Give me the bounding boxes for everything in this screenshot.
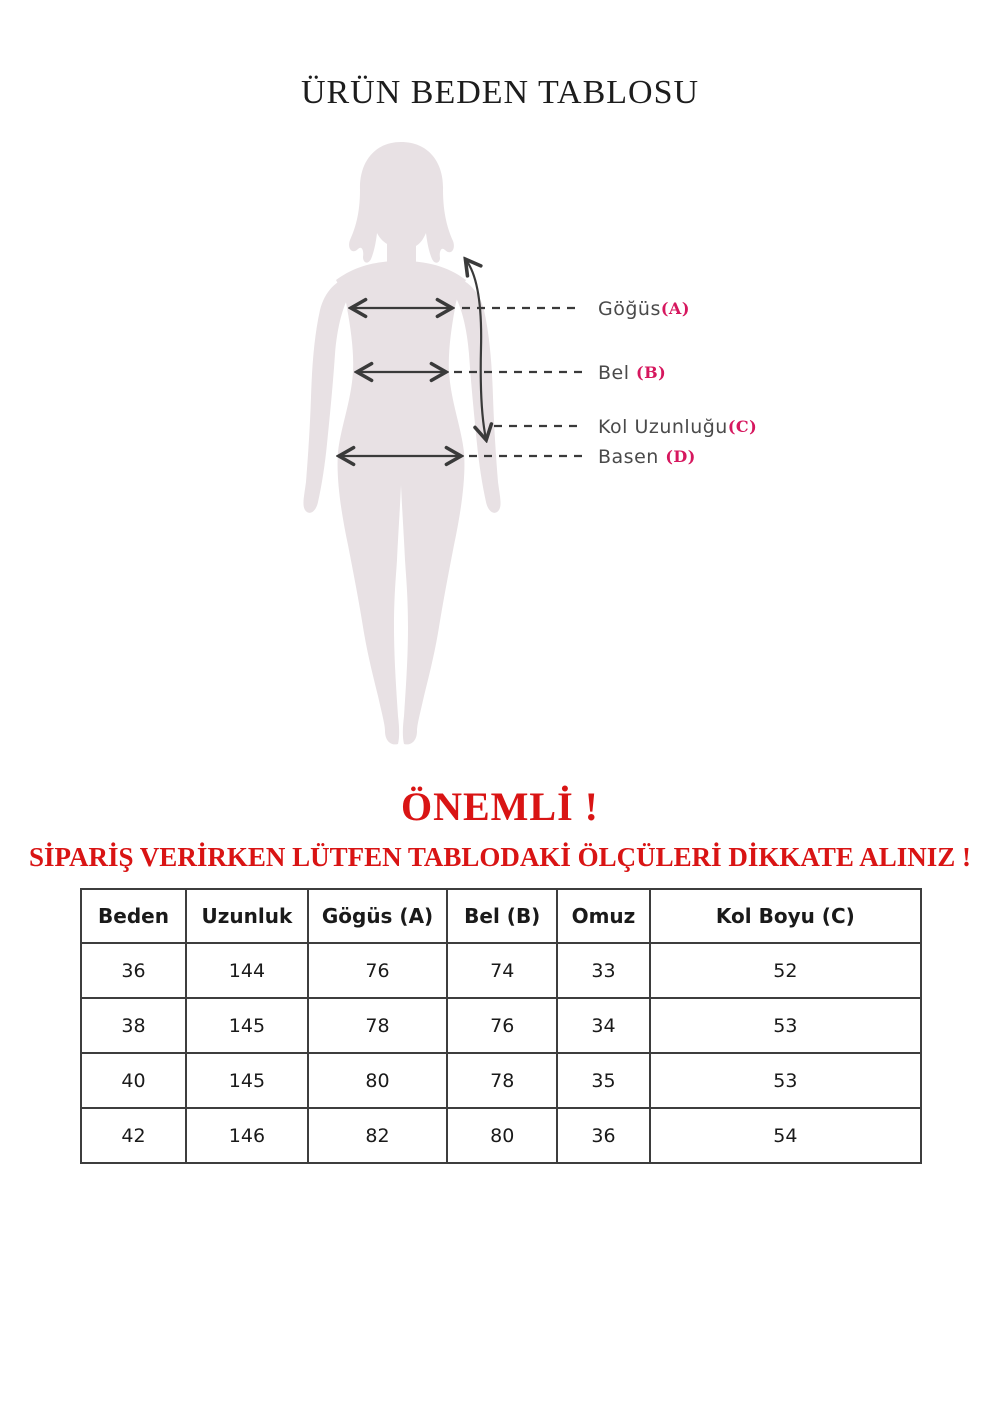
order-warning-text: SİPARİŞ VERİRKEN LÜTFEN TABLODAKİ ÖLÇÜLERİ DİKKATE ALINIZ ! [29,842,971,872]
cell-gogus: 76 [308,943,447,998]
cell-gogus: 82 [308,1108,447,1163]
important-heading: ÖNEMLİ ! [401,784,599,829]
table-row [81,998,921,1053]
cell-bel: 74 [447,943,557,998]
cell-kol-boyu: 53 [650,1053,921,1108]
label-hip-name: Basen [598,446,666,468]
label-waist [598,362,666,384]
header-uzunluk: Uzunluk [186,889,308,943]
label-sleeve [598,416,757,438]
header-bel: Bel (B) [447,889,557,943]
table-row [81,1053,921,1108]
size-table-header-row [81,889,921,943]
silhouette-torso-legs [336,261,466,744]
cell-uzunluk: 145 [186,1053,308,1108]
header-kol-boyu: Kol Boyu (C) [650,889,921,943]
measurement-diagram [0,130,1000,780]
cell-omuz: 34 [557,998,649,1053]
header-beden: Beden [81,889,186,943]
cell-uzunluk: 146 [186,1108,308,1163]
label-chest [598,298,690,320]
measurement-labels [598,298,757,468]
cell-uzunluk: 145 [186,998,308,1053]
cell-gogus: 80 [308,1053,447,1108]
cell-omuz: 36 [557,1108,649,1163]
page-title: ÜRÜN BEDEN TABLOSU [300,74,700,111]
cell-beden: 40 [81,1053,186,1108]
label-chest-name: Göğüs [598,298,661,320]
label-sleeve-name: Kol Uzunluğu [598,416,728,438]
header-omuz: Omuz [557,889,649,943]
cell-beden: 42 [81,1108,186,1163]
body-silhouette [303,142,500,744]
cell-kol-boyu: 52 [650,943,921,998]
cell-bel: 78 [447,1053,557,1108]
header-gogus: Gögüs (A) [308,889,447,943]
label-hip [598,446,696,468]
cell-bel: 76 [447,998,557,1053]
cell-kol-boyu: 53 [650,998,921,1053]
size-table [80,888,922,1164]
label-sleeve-code: (C) [727,417,758,436]
cell-beden: 36 [81,943,186,998]
cell-uzunluk: 144 [186,943,308,998]
label-waist-code: (B) [636,363,667,382]
cell-bel: 80 [447,1108,557,1163]
label-chest-code: (A) [660,299,690,318]
table-row [81,943,921,998]
cell-kol-boyu: 54 [650,1108,921,1163]
cell-gogus: 78 [308,998,447,1053]
cell-beden: 38 [81,998,186,1053]
cell-omuz: 35 [557,1053,649,1108]
label-hip-code: (D) [665,447,696,466]
cell-omuz: 33 [557,943,649,998]
label-waist-name: Bel [598,362,637,384]
table-row [81,1108,921,1163]
